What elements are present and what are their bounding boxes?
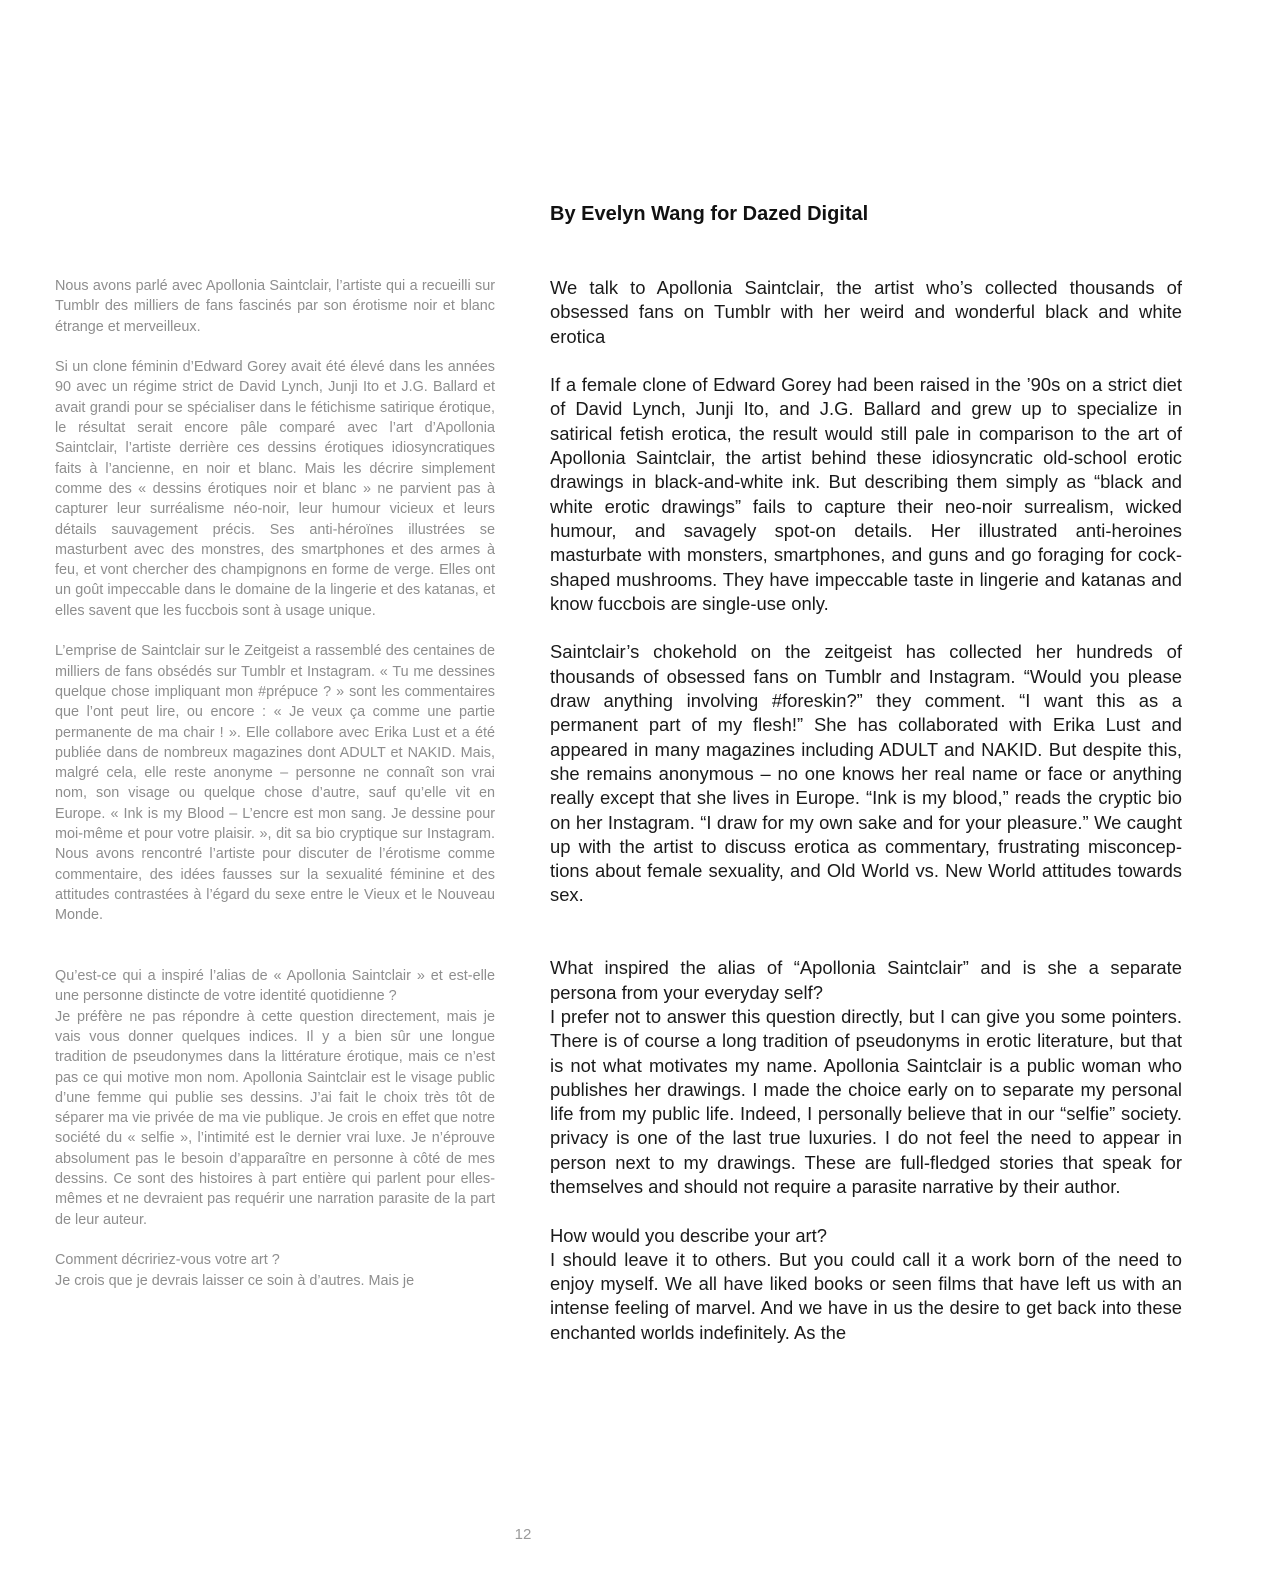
english-question-1: What inspired the alias of “Apollonia Saintclair” and is she a separate persona from your everyday self? bbox=[550, 957, 1182, 1003]
english-question-2: How would you describe your art? bbox=[550, 1224, 828, 1246]
french-intro: Nous avons parlé avec Apollonia Saintclair, l’artiste qui a recueilli sur Tumblr des milliers de fans fascinés par son érotisme noir et blanc étrange et merveilleux. bbox=[55, 278, 495, 335]
english-intro: We talk to Apollonia Saintclair, the artist who’s collected thousands of obsessed fans on Tumblr with her weird and wonderful black and white erotica bbox=[550, 277, 1182, 347]
english-answer-1: I prefer not to answer this question directly, but I can give you some pointers. There is of course a long tradition of pseudonyms in erotic literature, but that is not what motivates my name. Apollonia Saintclair is a public woman who publishes her drawings. I made the choice early on to separate my personal life from my public life. Indeed, I personally believe that in our “selfie” society. privacy is one of the last true luxuries. I do not feel the need to appear in person next to my drawings. These are full-fledged stories that speak for themselves and should not require a parasite narrative by their author. bbox=[550, 1005, 1182, 1197]
french-answer-2: Je crois que je devrais laisser ce soin à d’autres. Mais je bbox=[55, 1272, 415, 1289]
english-paragraph-1: If a female clone of Edward Gorey had been raised in the ’90s on a strict diet of David Lynch, Junji Ito, and J.G. Ballard and grew up to specialize in satirical fetish erotica, the result would still pale in comparison to the art of Apollonia Saintclair, the artist behind these idiosyncratic old-school erotic drawings in black-and-white ink. But describing them simply as “black and white erotic drawings” fails to capture their neo-noir surrealism, wicked humour, and savagely spot-on details. Her illustrated anti-heroines masturbate with monsters, smartphones, and guns and go foraging for cock-shaped mushrooms. They have impeccable taste in lingerie and katanas and know fuccbois are single-use only. bbox=[550, 374, 1182, 614]
english-answer-2: I should leave it to others. But you could call it a work born of the need to enjoy myself. We all have liked books or seen films that have left us with an intense feeling of marvel. And we have in us the desire to get back into these enchanted worlds indefinitely. As the bbox=[550, 1248, 1182, 1343]
english-paragraph-2: Saintclair’s chokehold on the zeitgeist has collected her hundreds of thousands of obsessed fans on Tumblr and Instagram. “Would you please draw anything involving #foreskin?” they comment. “I want this as a permanent part of my flesh!” She has collaborated with Erika Lust and appeared in many magazines including ADULT and NAKID. But despite this, she remains anonymous – no one knows her real name or face or anything really except that she lives in Europe. “Ink is my blood,” reads the cryptic bio on her Instagram. “I draw for my own sake and for your pleasure.” We caught up with the artist to discuss erotica as commentary, frustrating misconceptions about female sexuality, and Old World vs. New World attitudes towards sex. bbox=[550, 641, 1182, 906]
page-number: 12 bbox=[514, 1526, 532, 1543]
french-answer-1: Je préfère ne pas répondre à cette question directement, mais je vais vous donner quelques indices. Il y a bien sûr une longue tradition de pseudonymes dans la littérature érotique, mais ce n’est pas ce qui motive mon nom. Apollonia Saintclair est le visage public d’une femme qui publie ses dessins. J’ai fait le choix très tôt de séparer ma vie privée de ma vie publique. Je crois en effet que notre société du « selfie », l’intimité est le dernier vrai luxe. Je n’éprouve absolument pas le besoin d’apparaître en personne à côté de mes dessins. Ce sont des histoires à part entière qui parlent pour elles-mêmes et ne devraient pas requérir une narration parasite de la part de leur auteur. bbox=[55, 1008, 495, 1228]
french-paragraph-2: L’emprise de Saintclair sur le Zeitgeist a rassemblé des centaines de milliers de fans obsédés sur Tumblr et Instagram. « Tu me dessines quelque chose impliquant mon #prépuce ? » sont les commentaires que l’ont peut lire, ou encore : « Je veux ça comme une partie permanente de ma chair ! ». Elle collabore avec Erika Lust et a été publiée dans de nombreux magazines dont ADULT et NAKID. Mais, malgré cela, elle reste anonyme – personne ne connaît son vrai nom, son visage ou quelque chose d’autre, sauf qu’elle vit en Europe. « Ink is my Blood – L’encre est mon sang. Je dessine pour moi-même et pour votre plaisir. », dit sa bio cryptique sur Instagram. Nous avons rencontré l’artiste pour discuter de l’érotisme comme commentaire, des idées fausses sur la sexualité féminine et des attitudes contrastées à l’égard du sexe entre le Vieux et le Nouveau Monde. bbox=[55, 643, 495, 924]
french-paragraph-1: Si un clone féminin d’Edward Gorey avait été élevé dans les années 90 avec un régime strict de David Lynch, Junji Ito et J.G. Ballard et avait grandi pour se spécialiser dans le fétichisme satirique érotique, le résultat serait encore pâle comparé avec l’art d’Apollonia Saintclair, l’artiste derrière ces dessins érotiques idiosyncratiques faits à l’ancienne, en noir et blanc. Mais les décrire simplement comme des « dessins érotiques noir et blanc » ne parvient pas à capturer leur surréalisme néo-noir, leur humour vicieux et leurs détails sauvagement précis. Ses anti-héroïnes illustrées se masturbent avec des monstres, des smartphones et des armes à feu, et vont chercher des champignons en forme de verge. Elles ont un goût impeccable dans le domaine de la lingerie et des katanas, et elles savent que les fuccbois sont à usage unique. bbox=[55, 359, 495, 619]
byline: By Evelyn Wang for Dazed Digital bbox=[550, 203, 869, 225]
english-column bbox=[550, 276, 1182, 1345]
french-question-2: Comment décririez-vous votre art ? bbox=[55, 1252, 280, 1269]
french-column bbox=[55, 276, 495, 1291]
french-question-1: Qu’est-ce qui a inspiré l’alias de « Apollonia Saintclair » et est-elle une personne distincte de votre identité quotidienne ? bbox=[55, 968, 495, 1005]
